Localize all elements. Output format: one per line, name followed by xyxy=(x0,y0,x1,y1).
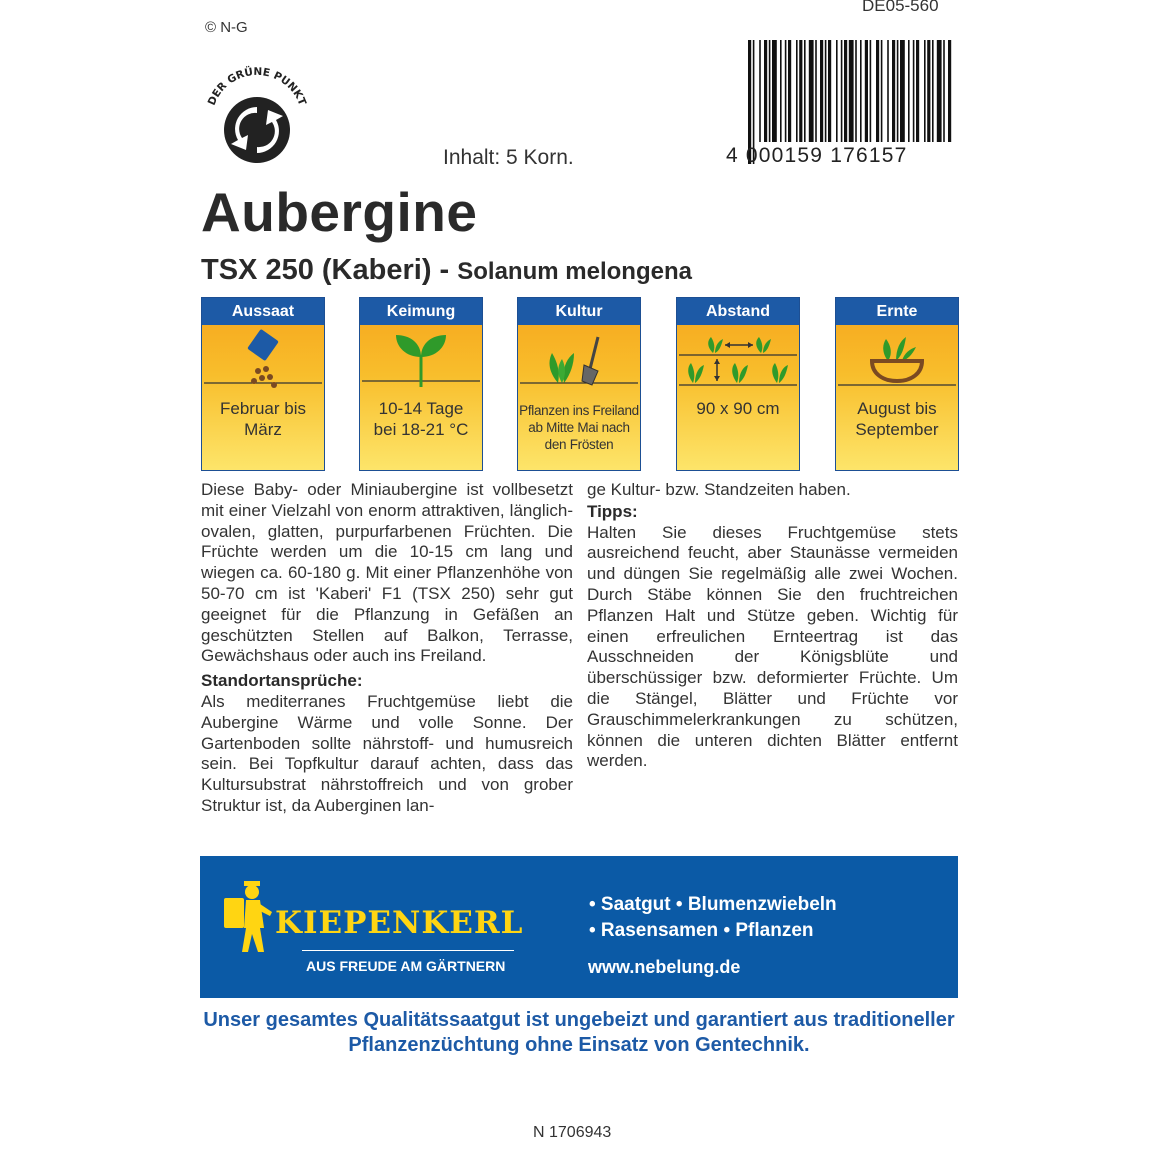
icon-box-header: Abstand xyxy=(677,298,799,325)
icon-box-keimung xyxy=(359,297,483,471)
icon-box-label: August bis September xyxy=(855,399,939,439)
icon-box-aussaat xyxy=(201,297,325,471)
product-code-top: DE05-560 xyxy=(862,0,939,15)
icon-box-ernte xyxy=(835,297,959,471)
quality-guarantee: Unser gesamtes Qualitätssaatgut ist ungebeizt und garantiert aus traditioneller Pflanzenzüchtung ohne Einsatz von Gentechnik. xyxy=(203,1009,955,1056)
icon-box-abstand xyxy=(676,297,800,471)
icon-box-header: Ernte xyxy=(836,298,958,325)
continuation-text: ge Kultur- bzw. Standzeiten haben. xyxy=(587,480,851,499)
icon-box-label: Februar bis März xyxy=(220,399,306,439)
sprout-icon xyxy=(360,325,482,391)
brand-tagline: AUS FREUDE AM GÄRTNERN xyxy=(306,958,506,974)
product-code-bottom: N 1706943 xyxy=(533,1124,612,1141)
barcode-digits: 4 000159 176157 xyxy=(726,144,908,167)
kiepenkerl-brand: KIEPENKERL xyxy=(275,905,524,941)
icon-box-label: Pflanzen ins Freiland ab Mitte Mai nach den Frösten xyxy=(519,403,639,452)
seed-packet-icon xyxy=(202,325,324,391)
spacing-icon xyxy=(677,325,799,391)
latin-name: Solanum melongena xyxy=(457,258,692,285)
website-link[interactable]: www.nebelung.de xyxy=(588,957,741,977)
icon-box-label: 10-14 Tage bei 18-21 °C xyxy=(373,399,469,439)
standort-heading: Standortansprüche: xyxy=(201,671,363,691)
tipps-heading: Tipps: xyxy=(587,501,638,521)
icon-box-label: 90 x 90 cm xyxy=(696,399,780,418)
icon-box-header: Kultur xyxy=(518,298,640,325)
icon-box-kultur xyxy=(517,297,641,471)
product-range-line-2: • Rasensamen • Pflanzen xyxy=(589,920,814,941)
barcode xyxy=(726,40,958,172)
icon-box-header: Aussaat xyxy=(202,298,324,325)
shovel-plant-icon xyxy=(518,325,640,391)
der-gruene-punkt-logo xyxy=(198,58,316,176)
product-range xyxy=(589,892,837,944)
icon-box-header: Keimung xyxy=(360,298,482,325)
product-range-line-1: • Saatgut • Blumenzwiebeln xyxy=(589,894,837,915)
brand-divider xyxy=(302,950,514,951)
content-info: Inhalt: 5 Korn. xyxy=(443,146,574,169)
description-left-column xyxy=(201,480,573,817)
copyright-text: © N-G xyxy=(205,19,248,36)
standort-paragraph: Als mediterranes Fruchtgemüse liebt die Aubergine Wärme und volle Sonne. Der Gartenboden sollte nährstoff- und humusreich sein. Bei Topfkultur darauf achten, dass das Kultursubstrat nährstoffreich und von grober Struktur ist, da Auberginen lan- xyxy=(201,691,573,815)
product-title: Aubergine xyxy=(201,181,478,243)
intro-paragraph: Diese Baby- oder Miniaubergine ist vollbesetzt mit einer Vielzahl von enorm attraktiven, länglich-ovalen, glatten, purpurfarbenen Früchten. Die Früchte werden um die 10-15 cm lang und wiegen ca. 60-180 g. Mit einer Pflanzenhöhe von 50-70 cm ist 'Kaberi' F1 (TSX 250) sehr gut geeignet für die Pflanzung in Gefäßen an geschützten Stellen auf Balkon, Terrasse, Gewächshaus oder auch ins Freiland. xyxy=(201,480,573,666)
kiepenkerl-mascot-icon xyxy=(222,878,278,958)
tipps-paragraph: Halten Sie dieses Fruchtgemüse stets ausreichend feucht, aber Staunässe vermeiden und düngen Sie regelmäßig alle zwei Wochen. Durch Stäbe können Sie den fruchtreichen Pflanzen Halt und Stütze geben. Wichtig für einen erfreulichen Ernteertrag ist das Ausschneiden der Königsblüte und überschüssiger bzw. deformierter Früchte. Um die Stängel, Blätter und Früchte vor Grauschimmelerkrankungen zu schützen, können die unteren dichten Blätter entfernt werden. xyxy=(587,522,958,771)
product-subtitle xyxy=(201,254,692,287)
variety-name: TSX 250 (Kaberi) - xyxy=(201,254,450,286)
description-right-column xyxy=(587,480,958,772)
harvest-bowl-icon xyxy=(836,325,958,391)
svg-text:DER GRÜNE PUNKT: DER GRÜNE PUNKT xyxy=(205,65,309,108)
